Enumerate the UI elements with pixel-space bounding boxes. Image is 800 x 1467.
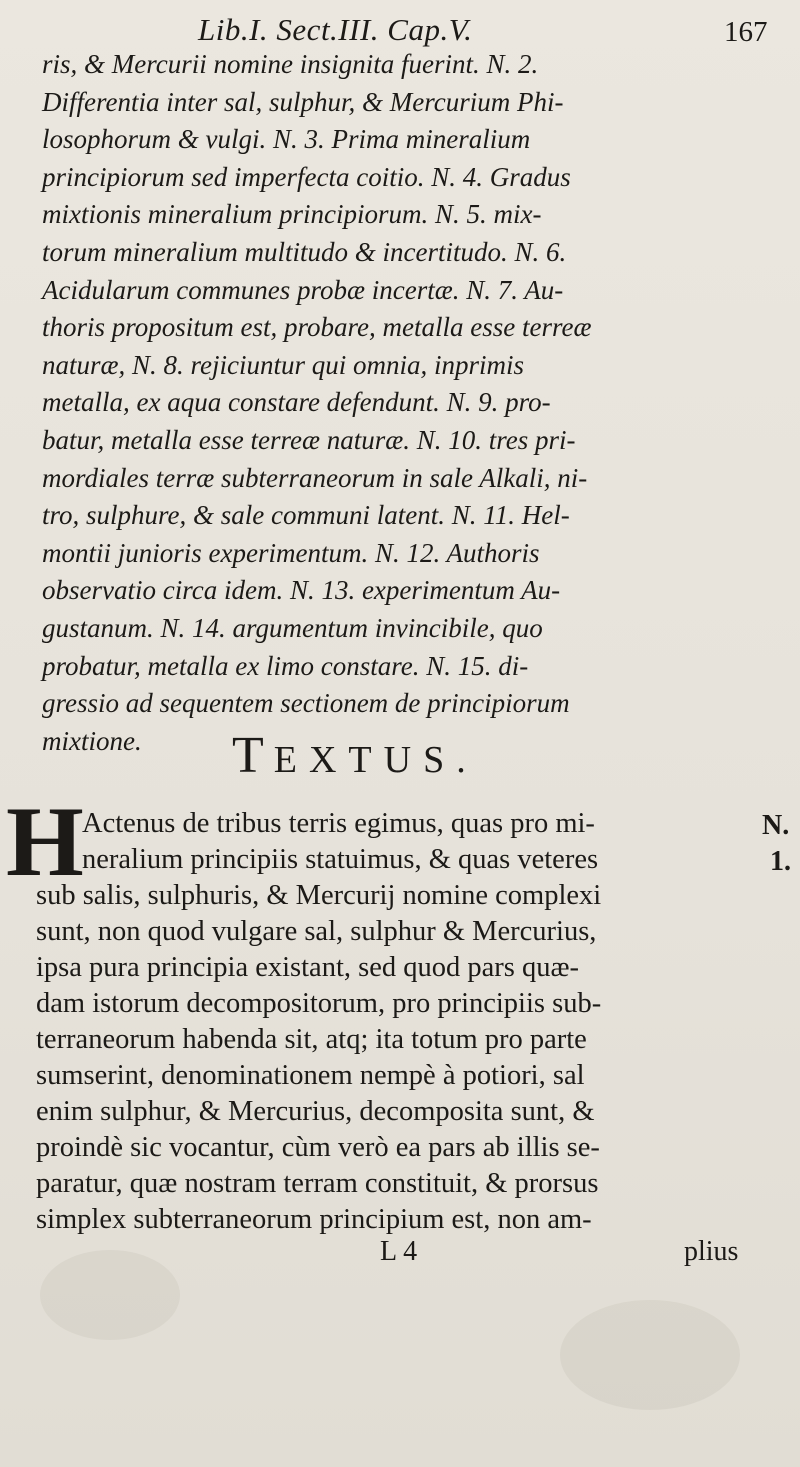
body-line: enim sulphur, & Mercurius, decomposita sunt, & — [36, 1096, 595, 1127]
summary-line: Differentia inter sal, sulphur, & Mercurium Phi- — [42, 86, 564, 117]
heading-initial: T — [232, 727, 274, 784]
summary-line: gustanum. N. 14. argumentum invincibile, quo — [42, 612, 543, 643]
summary-line: principiorum sed imperfecta coitio. N. 4. Gradus — [42, 161, 571, 192]
body-line: paratur, quæ nostram terram constituit, & prorsus — [36, 1168, 599, 1199]
signature-mark: L 4 — [380, 1236, 418, 1267]
body-line: proindè sic vocantur, cùm verò ea pars ab illis se- — [36, 1132, 600, 1163]
chapter-summary — [42, 46, 772, 760]
summary-line: observatio circa idem. N. 13. experimentum Au- — [42, 575, 561, 606]
summary-line: ris, & Mercurii nomine insignita fuerint. N. 2. — [42, 49, 539, 79]
body-line: terraneorum habenda sit, atq; ita totum pro parte — [36, 1024, 587, 1055]
summary-line: mordiales terræ subterraneorum in sale Alkali, ni- — [42, 462, 588, 493]
body-line: sunt, non quod vulgare sal, sulphur & Mercurius, — [36, 916, 597, 947]
heading-rest: EXTUS. — [273, 739, 478, 781]
body-line: sumserint, denominationem nempè à potiori, sal — [36, 1060, 585, 1091]
body-line: neralium principiis statuimus, & quas veteres — [82, 844, 599, 875]
summary-line: metalla, ex aqua constare defendunt. N. 9. pro- — [42, 387, 551, 418]
summary-line: tro, sulphure, & sale communi latent. N. 11. Hel- — [42, 500, 570, 531]
summary-line: mixtionis mineralium principiorum. N. 5. mix- — [42, 199, 542, 230]
paper-stain — [560, 1300, 740, 1410]
summary-line: montii junioris experimentum. N. 12. Authoris — [42, 537, 540, 568]
drop-cap: H — [6, 786, 84, 897]
summary-line: losophorum & vulgi. N. 3. Prima mineralium — [42, 124, 531, 155]
summary-line: thoris propositum est, probare, metalla esse terreæ — [42, 312, 592, 343]
summary-line: probatur, metalla ex limo constare. N. 15. di- — [42, 650, 529, 681]
summary-line: Acidularum communes probæ incertæ. N. 7. Au- — [42, 274, 564, 305]
catchword: plius — [684, 1236, 739, 1267]
margin-note-number: N. — [762, 810, 790, 841]
summary-line: torum mineralium multitudo & incertitudo. N. 6. — [42, 236, 567, 267]
page-number: 167 — [724, 16, 768, 48]
summary-line: gressio ad sequentem sectionem de principiorum — [42, 688, 570, 719]
section-heading — [232, 726, 478, 785]
body-line: sub salis, sulphuris, & Mercurij nomine complexi — [36, 880, 602, 911]
page-footer — [0, 1236, 800, 1272]
margin-note-number: 1. — [770, 846, 791, 877]
summary-line: batur, metalla esse terreæ naturæ. N. 10. tres pri- — [42, 424, 576, 455]
body-line: Actenus de tribus terris egimus, quas pro mi- — [82, 808, 595, 839]
running-head: Lib.I. Sect.III. Cap.V. — [198, 12, 473, 47]
body-line: dam istorum decompositorum, pro principiis sub- — [36, 988, 602, 1019]
body-line: simplex subterraneorum principium est, non am- — [36, 1204, 592, 1235]
summary-line: naturæ, N. 8. rejiciuntur qui omnia, inprimis — [42, 349, 525, 380]
body-line: ipsa pura principia existant, sed quod pars quæ- — [36, 952, 579, 983]
summary-line: mixtione. — [42, 725, 142, 756]
